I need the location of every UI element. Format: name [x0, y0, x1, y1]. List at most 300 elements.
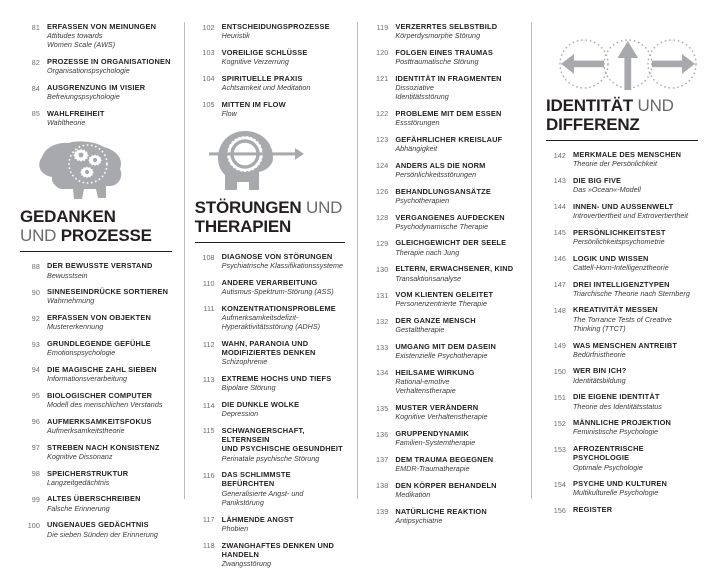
toc-entry-subtitle: Zwangsstörung: [222, 559, 346, 568]
toc-entry[interactable]: [368, 22, 519, 40]
toc-entry[interactable]: [195, 374, 346, 392]
toc-entry-subtitle: Autismus-Spektrum-Störung (ASS): [222, 287, 346, 296]
toc-entry-subtitle: Existenzielle Psychotherapie: [395, 351, 519, 360]
toc-entry-title: REGISTER: [573, 505, 698, 514]
toc-entry[interactable]: [195, 100, 346, 118]
toc-entry[interactable]: [195, 252, 346, 270]
toc-entry-body: [215, 339, 346, 367]
toc-entry-title: WAHN, PARANOIA UND MODIFIZIERTES DENKEN: [222, 339, 346, 357]
toc-entry-subtitle: Emotionspsychologie: [47, 348, 172, 357]
toc-entry-title: MERKMALE DES MENSCHEN: [573, 150, 698, 159]
three-arrows-icon: [546, 26, 698, 92]
toc-entry-subtitle: Bewusstsein: [47, 271, 172, 280]
toc-entry-subtitle: Phobien: [222, 524, 346, 533]
entry-list-bottom-4: [546, 150, 698, 515]
entry-list-top-3: [368, 22, 519, 525]
toc-entry-body: [566, 392, 698, 410]
toc-entry-title: LÄHMENDE ANGST: [222, 515, 346, 524]
toc-entry-body: [40, 494, 172, 512]
toc-entry-body: [40, 391, 172, 409]
toc-entry-subtitle: Schizophrenie: [222, 357, 346, 366]
toc-entry-title: WAHLFREIHEIT: [47, 109, 172, 118]
toc-entry-subtitle: Essstörungen: [395, 118, 519, 127]
toc-entry-title: ALTES ÜBERSCHREIBEN: [47, 494, 172, 503]
toc-entry-title: PSYCHE UND KULTUREN: [573, 479, 698, 488]
toc-entry-page-number: 154: [546, 479, 566, 489]
toc-entry-title: PERSÖNLICHKEITSTEST: [573, 228, 698, 237]
toc-entry-title: DIE BIG FIVE: [573, 176, 698, 185]
toc-entry[interactable]: [368, 187, 519, 205]
toc-entry-subtitle: The Torrance Tests of Creative Thinking (TTCT): [573, 315, 698, 333]
section-title-gedanken: [20, 205, 172, 245]
entry-list-top-2: [195, 22, 346, 118]
toc-entry-body: [215, 252, 346, 270]
section-title-line1: IDENTITÄT: [546, 96, 633, 115]
toc-entry-body: [388, 290, 519, 308]
toc-entry[interactable]: [368, 342, 519, 360]
section-title-und: UND: [306, 198, 342, 217]
toc-entry[interactable]: [195, 426, 346, 463]
toc-entry[interactable]: [20, 339, 172, 357]
toc-entry-page-number: 82: [20, 57, 40, 67]
toc-entry-page-number: 139: [368, 507, 388, 517]
toc-entry-subtitle: Kognitive Verhaltenstherapie: [395, 412, 519, 421]
toc-entry-subtitle: Multikulturelle Psychologie: [573, 488, 698, 497]
toc-entry-page-number: 98: [20, 469, 40, 479]
toc-entry-body: [566, 202, 698, 220]
toc-entry[interactable]: [195, 304, 346, 332]
toc-entry-body: [40, 443, 172, 461]
toc-entry-page-number: 99: [20, 494, 40, 504]
toc-entry[interactable]: [546, 366, 698, 384]
toc-entry-page-number: 152: [546, 418, 566, 428]
toc-entry-title: SCHWANGERSCHAFT, ELTERNSEIN UND PSYCHISCHE GESUNDHEIT: [222, 426, 346, 454]
toc-entry[interactable]: [20, 391, 172, 409]
toc-entry[interactable]: [368, 161, 519, 179]
toc-entry-title: VERGANGENES AUFDECKEN: [395, 213, 519, 222]
toc-entry-subtitle: Flow: [222, 109, 346, 118]
toc-entry[interactable]: [195, 541, 346, 568]
toc-entry-page-number: 138: [368, 481, 388, 491]
toc-entry[interactable]: [368, 213, 519, 231]
toc-entry-page-number: 156: [546, 505, 566, 515]
toc-entry-title: VOREILIGE SCHLÜSSE: [222, 48, 346, 57]
toc-entry-subtitle: Körperdysmorphe Störung: [395, 31, 519, 40]
toc-entry-title: DREI INTELLIGENZTYPEN: [573, 280, 698, 289]
toc-entry-body: [40, 261, 172, 279]
toc-entry-body: [566, 228, 698, 246]
toc-entry-subtitle: Medikation: [395, 490, 519, 499]
toc-entry[interactable]: [546, 150, 698, 168]
brain-gears-icon: [20, 137, 172, 203]
section-title-line2: PROZESSE: [61, 226, 152, 245]
toc-entry[interactable]: [546, 280, 698, 298]
toc-entry[interactable]: [546, 176, 698, 194]
toc-entry-title: WAS MENSCHEN ANTREIBT: [573, 341, 698, 350]
toc-entry-title: MITTEN IM FLOW: [222, 100, 346, 109]
toc-entry-page-number: 84: [20, 83, 40, 93]
toc-entry-title: DIAGNOSE VON STÖRUNGEN: [222, 252, 346, 261]
toc-entry-body: [215, 400, 346, 418]
toc-entry-body: [215, 278, 346, 296]
section-title-line1: GEDANKEN: [20, 207, 116, 226]
toc-entry-body: [388, 342, 519, 360]
toc-entry-body: [40, 365, 172, 383]
toc-entry-page-number: 108: [195, 252, 215, 262]
toc-entry-body: [215, 22, 346, 40]
toc-entry[interactable]: [546, 479, 698, 497]
toc-entry-title: AUFMERKSAMKEITSFOKUS: [47, 417, 172, 426]
toc-entry-body: [40, 57, 172, 75]
toc-entry-subtitle: Mustererkennung: [47, 322, 172, 331]
toc-entry-title: VOM KLIENTEN GELEITET: [395, 290, 519, 299]
toc-entry[interactable]: [368, 316, 519, 334]
toc-entry-subtitle: Psychodynamische Therapie: [395, 222, 519, 231]
entry-list-top-1: [20, 22, 172, 127]
toc-entry[interactable]: [20, 109, 172, 127]
toc-entry[interactable]: [20, 57, 172, 75]
toc-entry-title: INNEN- UND AUSSENWELT: [573, 202, 698, 211]
toc-entry-subtitle: Die sieben Sünden der Erinnerung: [47, 530, 172, 539]
toc-entry-title: KONZENTRATIONSPROBLEME: [222, 304, 346, 313]
toc-entry-subtitle: Achtsamkeit und Meditation: [222, 83, 346, 92]
section-title-identitaet: [546, 94, 698, 134]
toc-entry-body: [215, 74, 346, 92]
toc-entry[interactable]: [546, 305, 698, 333]
toc-entry-body: [215, 515, 346, 533]
toc-entry-title: SPEICHERSTRUKTUR: [47, 469, 172, 478]
toc-entry-page-number: 131: [368, 290, 388, 300]
toc-entry-body: [388, 316, 519, 334]
toc-entry-subtitle: Bedürfnistheorie: [573, 350, 698, 359]
toc-entry-body: [566, 254, 698, 272]
toc-entry-title: BIOLOGISCHER COMPUTER: [47, 391, 172, 400]
toc-entry[interactable]: [20, 469, 172, 487]
toc-entry-body: [215, 470, 346, 507]
toc-entry[interactable]: [195, 400, 346, 418]
toc-entry[interactable]: [20, 365, 172, 383]
toc-entry-page-number: 126: [368, 187, 388, 197]
toc-entry-page-number: 120: [368, 48, 388, 58]
toc-entry-subtitle: Persönlichkeitspsychometrie: [573, 237, 698, 246]
toc-entry[interactable]: [20, 261, 172, 279]
section-title-und: UND: [20, 226, 61, 245]
toc-entry[interactable]: [195, 470, 346, 507]
toc-entry[interactable]: [546, 392, 698, 410]
toc-entry[interactable]: [20, 417, 172, 435]
toc-entry-page-number: 134: [368, 368, 388, 378]
toc-entry-page-number: 119: [368, 22, 388, 32]
toc-entry-subtitle: Personenzentrierte Therapie: [395, 299, 519, 308]
toc-entry-title: BEHANDLUNGSANSÄTZE: [395, 187, 519, 196]
toc-entry[interactable]: [20, 494, 172, 512]
toc-entry-title: UMGANG MIT DEM DASEIN: [395, 342, 519, 351]
toc-entry-page-number: 94: [20, 365, 40, 375]
toc-entry-title: WER BIN ICH?: [573, 366, 698, 375]
toc-entry-subtitle: Therapie nach Jung: [395, 248, 519, 257]
toc-entry-body: [40, 339, 172, 357]
toc-entry-subtitle: Heuristik: [222, 31, 346, 40]
toc-entry-title: ERFASSEN VON MEINUNGEN: [47, 22, 172, 31]
toc-entry[interactable]: [20, 313, 172, 331]
toc-entry-page-number: 137: [368, 455, 388, 465]
toc-entry-page-number: 153: [546, 444, 566, 454]
toc-entry[interactable]: [368, 481, 519, 499]
toc-entry-page-number: 145: [546, 228, 566, 238]
toc-entry[interactable]: [368, 238, 519, 256]
toc-entry-title: HEILSAME WIRKUNG: [395, 368, 519, 377]
toc-entry-page-number: 81: [20, 22, 40, 32]
toc-entry-subtitle: Befreiungspsychologie: [47, 92, 172, 101]
toc-entry-body: [40, 417, 172, 435]
toc-entry-subtitle: Generalisierte Angst- und Panikstörung: [222, 489, 346, 507]
toc-entry-subtitle: Kognitive Verzerrung: [222, 57, 346, 66]
toc-entry-body: [566, 444, 698, 472]
toc-entry[interactable]: [546, 418, 698, 436]
toc-entry-body: [388, 368, 519, 396]
toc-entry-page-number: 121: [368, 74, 388, 84]
toc-entry-subtitle: Depression: [222, 409, 346, 418]
toc-entry-page-number: 128: [368, 213, 388, 223]
toc-entry-body: [40, 22, 172, 50]
toc-entry-title: SINNESEINDRÜCKE SORTIEREN: [47, 287, 172, 296]
toc-entry-title: ENTSCHEIDUNGSPROZESSE: [222, 22, 346, 31]
toc-entry-title: AUSGRENZUNG IM VISIER: [47, 83, 172, 92]
toc-entry-subtitle: Identitätsbildung: [573, 376, 698, 385]
toc-entry-page-number: 149: [546, 341, 566, 351]
entry-list-bottom-1: [20, 261, 172, 538]
toc-entry-body: [388, 135, 519, 153]
toc-entry[interactable]: [20, 520, 172, 538]
toc-entry-title: DER GANZE MENSCH: [395, 316, 519, 325]
toc-entry-page-number: 124: [368, 161, 388, 171]
toc-entry-subtitle: Kognitive Dissonanz: [47, 452, 172, 461]
toc-entry-title: GLEICHGEWICHT DER SEELE: [395, 238, 519, 247]
toc-entry-subtitle: Organisationspsychologie: [47, 66, 172, 75]
toc-entry[interactable]: [368, 455, 519, 473]
toc-entry-body: [566, 479, 698, 497]
toc-entry-subtitle: Modell des menschlichen Verstands: [47, 400, 172, 409]
toc-entry[interactable]: [195, 74, 346, 92]
entry-list-bottom-2: [195, 252, 346, 568]
toc-entry[interactable]: [368, 109, 519, 127]
toc-entry[interactable]: [195, 278, 346, 296]
toc-entry-body: [40, 287, 172, 305]
toc-entry-title: ANDERE VERARBEITUNG: [222, 278, 346, 287]
toc-entry-page-number: 151: [546, 392, 566, 402]
toc-entry-page-number: 115: [195, 426, 215, 436]
toc-entry-page-number: 144: [546, 202, 566, 212]
toc-entry-subtitle: Wahrnehmung: [47, 296, 172, 305]
toc-entry-body: [215, 304, 346, 332]
toc-entry-title: ANDERS ALS DIE NORM: [395, 161, 519, 170]
toc-entry[interactable]: [368, 48, 519, 66]
toc-entry[interactable]: [368, 507, 519, 525]
toc-entry-subtitle: Transaktionsanalyse: [395, 274, 519, 283]
toc-entry[interactable]: [20, 83, 172, 101]
section-title-line2: DIFFERENZ: [546, 115, 640, 134]
toc-entry[interactable]: [368, 74, 519, 102]
toc-entry-subtitle: Psychiatrische Klassifikationssysteme: [222, 261, 346, 270]
toc-entry-body: [388, 213, 519, 231]
toc-entry-subtitle: Attitudes towards Women Scale (AWS): [47, 31, 172, 49]
toc-entry[interactable]: [546, 228, 698, 246]
toc-entry-subtitle: Psychotherapien: [395, 196, 519, 205]
toc-column-1: [10, 22, 184, 499]
toc-entry-page-number: 146: [546, 254, 566, 264]
toc-entry-page-number: 103: [195, 48, 215, 58]
toc-entry[interactable]: [368, 264, 519, 282]
toc-entry[interactable]: [546, 505, 698, 515]
toc-entry-title: ELTERN, ERWACHSENER, KIND: [395, 264, 519, 273]
toc-entry-title: GRUNDLEGENDE GEFÜHLE: [47, 339, 172, 348]
toc-entry-subtitle: Theorie der Persönlichkeit: [573, 159, 698, 168]
toc-entry[interactable]: [20, 287, 172, 305]
toc-entry-title: PROZESSE IN ORGANISATIONEN: [47, 57, 172, 66]
toc-entry-title: PROBLEME MIT DEM ESSEN: [395, 109, 519, 118]
toc-entry-page-number: 133: [368, 342, 388, 352]
toc-entry-subtitle: Rational-emotive Verhaltenstherapie: [395, 377, 519, 395]
toc-entry-body: [388, 455, 519, 473]
toc-entry-body: [388, 48, 519, 66]
toc-entry-title: LOGIK UND WISSEN: [573, 254, 698, 263]
toc-entry-subtitle: Wahltheorie: [47, 118, 172, 127]
head-arrow-icon: [195, 128, 346, 194]
toc-entry-body: [388, 507, 519, 525]
section-header-gedanken: [20, 137, 172, 252]
toc-entry-subtitle: Falsche Erinnerung: [47, 504, 172, 513]
toc-entry-subtitle: Cattell-Horn-Intelligenztheorie: [573, 263, 698, 272]
toc-entry-body: [566, 366, 698, 384]
toc-entry-page-number: 104: [195, 74, 215, 84]
toc-entry[interactable]: [195, 48, 346, 66]
toc-entry[interactable]: [195, 515, 346, 533]
toc-entry-title: DEM TRAUMA BEGEGNEN: [395, 455, 519, 464]
toc-entry-body: [40, 469, 172, 487]
toc-entry-subtitle: Antipsychiatrie: [395, 516, 519, 525]
toc-entry[interactable]: [546, 254, 698, 272]
toc-entry-page-number: 116: [195, 470, 215, 480]
toc-entry-title: DIE MAGISCHE ZAHL SIEBEN: [47, 365, 172, 374]
toc-entry-title: DEN KÖRPER BEHANDELN: [395, 481, 519, 490]
toc-entry-page-number: 105: [195, 100, 215, 110]
section-title-und: UND: [638, 96, 674, 115]
toc-entry[interactable]: [368, 429, 519, 447]
toc-entry-body: [388, 74, 519, 102]
toc-entry-title: DAS SCHLIMMSTE BEFÜRCHTEN: [222, 470, 346, 488]
toc-entry-title: GRUPPENDYNAMIK: [395, 429, 519, 438]
toc-entry-body: [388, 22, 519, 40]
toc-entry-page-number: 148: [546, 305, 566, 315]
toc-entry-subtitle: Bipolare Störung: [222, 383, 346, 392]
toc-entry-body: [388, 187, 519, 205]
toc-entry-title: NATÜRLICHE REAKTION: [395, 507, 519, 516]
toc-entry-subtitle: Informationsverarbeitung: [47, 374, 172, 383]
toc-entry-page-number: 95: [20, 391, 40, 401]
section-header-identitaet: [546, 26, 698, 141]
toc-entry-title: AFROZENTRISCHE PSYCHOLOGIE: [573, 444, 698, 462]
toc-entry-body: [566, 505, 698, 514]
toc-entry[interactable]: [546, 202, 698, 220]
toc-entry-page-number: 136: [368, 429, 388, 439]
toc-entry[interactable]: [20, 22, 172, 50]
section-rule: [546, 140, 698, 141]
toc-entry-title: IDENTITÄT IN FRAGMENTEN: [395, 74, 519, 83]
toc-entry-title: GEFÄHRLICHER KREISLAUF: [395, 135, 519, 144]
toc-entry[interactable]: [20, 443, 172, 461]
toc-entry-body: [215, 374, 346, 392]
toc-entry-body: [215, 48, 346, 66]
toc-entry[interactable]: [368, 403, 519, 421]
toc-entry-subtitle: Theorie des Identitätsstatus: [573, 402, 698, 411]
toc-entry-page-number: 123: [368, 135, 388, 145]
toc-entry[interactable]: [368, 290, 519, 308]
toc-entry-subtitle: Perinatale psychische Störung: [222, 454, 346, 463]
toc-entry-page-number: 130: [368, 264, 388, 274]
toc-entry-title: DER BEWUSSTE VERSTAND: [47, 261, 172, 270]
toc-entry-page-number: 122: [368, 109, 388, 119]
toc-entry-page-number: 114: [195, 400, 215, 410]
toc-entry-body: [388, 238, 519, 256]
toc-entry-page-number: 111: [195, 304, 215, 314]
toc-entry-body: [215, 100, 346, 118]
toc-entry-page-number: 135: [368, 403, 388, 413]
toc-entry-page-number: 85: [20, 109, 40, 119]
toc-entry-page-number: 100: [20, 520, 40, 530]
toc-entry-title: EXTREME HOCHS UND TIEFS: [222, 374, 346, 383]
toc-entry-body: [215, 426, 346, 463]
toc-entry-page-number: 93: [20, 339, 40, 349]
section-title-line2: THERAPIEN: [195, 217, 291, 236]
toc-entry-subtitle: Feministische Psychologie: [573, 427, 698, 436]
toc-entry-body: [40, 313, 172, 331]
toc-entry-page-number: 102: [195, 22, 215, 32]
toc-entry-title: DIE DUNKLE WOLKE: [222, 400, 346, 409]
toc-entry-page-number: 97: [20, 443, 40, 453]
toc-entry-page-number: 110: [195, 278, 215, 288]
section-header-stoerungen: [195, 128, 346, 243]
toc-entry-page-number: 88: [20, 261, 40, 271]
toc-entry[interactable]: [195, 339, 346, 367]
toc-entry-page-number: 117: [195, 515, 215, 525]
toc-entry-title: UNGENAUES GEDÄCHTNIS: [47, 520, 172, 529]
toc-entry[interactable]: [195, 22, 346, 40]
toc-entry-title: MUSTER VERÄNDERN: [395, 403, 519, 412]
toc-entry[interactable]: [368, 368, 519, 396]
toc-entry-subtitle: Persönlichkeitsstörungen: [395, 170, 519, 179]
toc-entry-body: [566, 176, 698, 194]
toc-entry-title: FOLGEN EINES TRAUMAS: [395, 48, 519, 57]
toc-entry-page-number: 143: [546, 176, 566, 186]
toc-entry-body: [566, 341, 698, 359]
toc-entry-page-number: 129: [368, 238, 388, 248]
toc-entry[interactable]: [368, 135, 519, 153]
toc-entry-subtitle: Aufmerksamkeitsdefizit- Hyperaktivitätsstörung (ADHS): [222, 313, 346, 331]
toc-entry-title: SPIRITUELLE PRAXIS: [222, 74, 346, 83]
toc-entry-subtitle: Gestalttherapie: [395, 325, 519, 334]
toc-entry-subtitle: Triarchische Theorie nach Sternberg: [573, 289, 698, 298]
toc-entry-body: [388, 264, 519, 282]
toc-entry-subtitle: Aufmerksamkeitstheorie: [47, 426, 172, 435]
toc-entry-body: [388, 109, 519, 127]
toc-entry-page-number: 142: [546, 150, 566, 160]
toc-entry[interactable]: [546, 444, 698, 472]
toc-entry-page-number: 147: [546, 280, 566, 290]
toc-entry-subtitle: Posttraumatische Störung: [395, 57, 519, 66]
toc-entry-page-number: 150: [546, 366, 566, 376]
toc-entry[interactable]: [546, 341, 698, 359]
toc-entry-body: [566, 150, 698, 168]
